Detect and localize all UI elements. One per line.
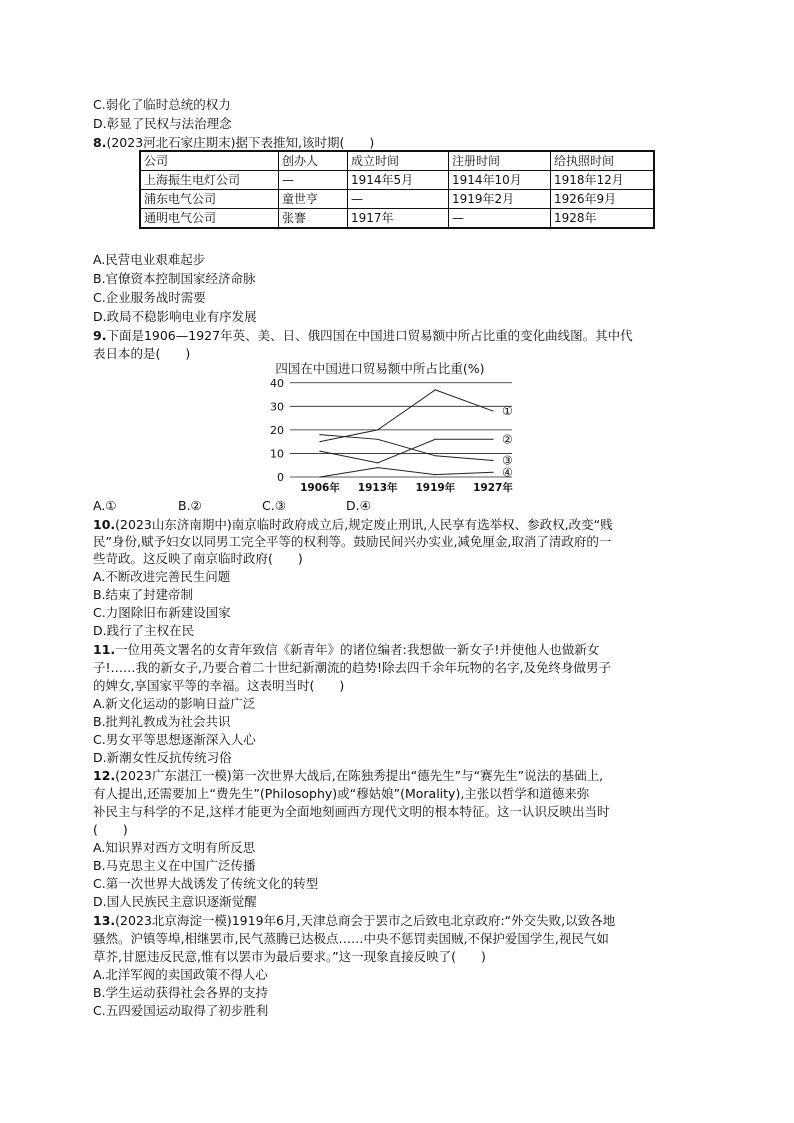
question-10-option-a: A.不断改进完善民生问题 bbox=[93, 569, 231, 584]
table-row bbox=[140, 209, 654, 229]
table-cell: 1919年2月 bbox=[449, 190, 551, 209]
question-13-text: (2023北京海淀一模)1919年6月,天津总商会于罢市之后致电北京政府:“外交失败,以致各地 bbox=[115, 913, 616, 928]
prev-option-d: D.彰显了民权与法治理念 bbox=[93, 116, 232, 131]
question-9-stem-line-2: 表日本的是( ) bbox=[93, 346, 191, 361]
question-8-option-a: A.民营电业艰难起步 bbox=[93, 252, 206, 267]
data-point bbox=[435, 389, 436, 390]
series-label: ④ bbox=[502, 465, 513, 480]
data-point bbox=[492, 472, 493, 473]
question-13-option-a: A.北洋军阀的卖国政策不得人心 bbox=[93, 967, 268, 982]
question-11-option-c: C.男女平等思想逐渐深入人心 bbox=[93, 732, 256, 747]
series-line-1 bbox=[320, 390, 493, 442]
table-row bbox=[140, 190, 654, 209]
question-9-option-b: B.② bbox=[178, 498, 202, 513]
question-11-stem-line-3: 的婢女,享国家平等的幸福。这表明当时( ) bbox=[93, 678, 345, 693]
question-11-stem-line-1 bbox=[93, 641, 599, 659]
y-tick-label: 10 bbox=[270, 447, 284, 461]
table-cell: 1914年10月 bbox=[449, 171, 551, 190]
question-13-number: 13. bbox=[93, 913, 116, 928]
question-10-option-c: C.力图除旧布新建设国家 bbox=[93, 605, 231, 620]
table-row bbox=[140, 171, 654, 190]
table-cell: 上海振生电灯公司 bbox=[140, 171, 279, 190]
table-header-cell: 成立时间 bbox=[348, 151, 449, 171]
table-cell: 张謇 bbox=[279, 209, 348, 229]
question-8-option-c: C.企业服务战时需要 bbox=[93, 290, 206, 305]
question-12-text: (2023广东湛江一模)第一次世界大战后,在陈独秀提出“德先生”与“赛先生”说法的基础上, bbox=[115, 768, 604, 783]
question-13-stem-line-3: 草芥,甘愿违反民意,惟有以罢市为最后要求。”这一现象直接反映了( ) bbox=[93, 949, 486, 964]
series-line-4 bbox=[320, 468, 493, 477]
data-point bbox=[377, 467, 378, 468]
y-tick-label: 20 bbox=[270, 423, 284, 437]
question-9-text: 下面是1906—1927年英、美、日、俄四国在中国进口贸易额中所占比重的变化曲线图。其中代 bbox=[106, 328, 633, 343]
y-tick-label: 30 bbox=[270, 400, 284, 414]
table-cell: 1928年 bbox=[551, 209, 655, 229]
table-header-cell: 注册时间 bbox=[449, 151, 551, 171]
question-11-option-a: A.新文化运动的影响日益广泛 bbox=[93, 696, 256, 711]
question-12-option-c: C.第一次世界大战诱发了传统文化的转型 bbox=[93, 876, 319, 891]
question-10-option-b: B.结束了封建帝制 bbox=[93, 587, 194, 602]
question-12-option-b: B.马克思主义在中国广泛传播 bbox=[93, 858, 256, 873]
data-point bbox=[319, 434, 320, 435]
question-11-option-d: D.新潮女性反抗传统习俗 bbox=[93, 750, 232, 765]
series-label: ③ bbox=[502, 453, 513, 468]
table-header-cell: 创办人 bbox=[279, 151, 348, 171]
question-10-option-d: D.践行了主权在民 bbox=[93, 623, 195, 638]
table-header-cell: 给执照时间 bbox=[551, 151, 655, 171]
table-cell: 浦东电气公司 bbox=[140, 190, 279, 209]
question-8-option-d: D.政局不稳影响电业有序发展 bbox=[93, 309, 257, 324]
table-cell: 1917年 bbox=[348, 209, 449, 229]
question-13-stem-line-1 bbox=[93, 912, 615, 930]
data-point bbox=[492, 410, 493, 411]
table-cell: 1926年9月 bbox=[551, 190, 655, 209]
question-13-stem-line-2: 骚然。沪镇等埠,相继罢市,民气蒸腾已达极点……中央不惩罚卖国贼,不保护爱国学生,视民气如 bbox=[93, 931, 609, 946]
y-tick-label: 0 bbox=[277, 471, 284, 484]
x-tick-label: 1927年 bbox=[473, 482, 513, 494]
question-8-option-b: B.官僚资本控制国家经济命脉 bbox=[93, 271, 256, 286]
x-tick-label: 1919年 bbox=[415, 482, 456, 494]
question-12-option-d: D.国人民族民主意识逐渐觉醒 bbox=[93, 894, 257, 909]
table-cell: 童世亨 bbox=[279, 190, 348, 209]
data-point bbox=[377, 429, 378, 430]
data-point bbox=[319, 441, 320, 442]
question-8-table bbox=[139, 150, 655, 229]
data-point bbox=[492, 439, 493, 440]
data-point bbox=[377, 462, 378, 463]
question-9-option-a: A.① bbox=[93, 498, 117, 513]
question-13-option-b: B.学生运动获得社会各界的支持 bbox=[93, 985, 269, 1000]
table-cell: 1918年12月 bbox=[551, 171, 655, 190]
question-9-number: 9. bbox=[93, 328, 107, 343]
question-8-number: 8. bbox=[93, 135, 107, 150]
data-point bbox=[377, 439, 378, 440]
table-cell: — bbox=[279, 171, 348, 190]
question-9-option-d: D.④ bbox=[346, 498, 371, 513]
question-9-stem-line-1 bbox=[93, 327, 633, 345]
data-point bbox=[435, 455, 436, 456]
table-cell: 1914年5月 bbox=[348, 171, 449, 190]
x-tick-label: 1906年 bbox=[300, 482, 340, 494]
x-tick-label: 1913年 bbox=[357, 482, 398, 494]
table-cell: — bbox=[348, 190, 449, 209]
table-cell: 通明电气公司 bbox=[140, 209, 279, 229]
y-tick-label: 40 bbox=[270, 376, 284, 390]
question-11-number: 11. bbox=[93, 642, 116, 657]
question-11-stem-line-2: 子!……我的新女子,乃要合着二十世纪新潮流的趋势!除去四千余年玩物的名字,及免终身做男子 bbox=[93, 660, 611, 675]
question-9-line-chart bbox=[250, 357, 520, 495]
data-point bbox=[492, 460, 493, 461]
question-12-stem-line-2: 有人提出,还需要加上“费先生”(Philosophy)或“穆姑娘”(Morality),主张以哲学和道德来弥 bbox=[93, 786, 590, 801]
question-10-stem-line-2: 民”身份,赋予妇女以同男工完全平等的权利等。鼓励民间兴办实业,减免厘金,取消了清政府的一 bbox=[93, 534, 612, 549]
question-12-stem-line-4: ( ) bbox=[93, 822, 128, 837]
data-point bbox=[319, 450, 320, 451]
table-cell: — bbox=[449, 209, 551, 229]
chart-title: 四国在中国进口贸易额中所占比重(%) bbox=[275, 361, 485, 376]
series-line-2 bbox=[320, 439, 493, 463]
question-12-number: 12. bbox=[93, 768, 116, 783]
question-10-number: 10. bbox=[93, 517, 116, 532]
question-9-option-c: C.③ bbox=[262, 498, 286, 513]
question-12-stem-line-3: 补民主与科学的不足,这样才能更为全面地刻画西方现代文明的根本特征。这一认识反映出当时 bbox=[93, 804, 610, 819]
question-13-option-c: C.五四爱国运动取得了初步胜利 bbox=[93, 1003, 269, 1018]
question-8-text: (2023河北石家庄期末)据下表推知,该时期( ) bbox=[106, 135, 375, 150]
question-10-text: (2023山东济南期中)南京临时政府成立后,规定废止刑讯,人民享有选举权、参政权,改变“贱 bbox=[115, 517, 613, 532]
data-point bbox=[319, 476, 320, 477]
question-10-stem-line-3: 些苛政。这反映了南京临时政府( ) bbox=[93, 551, 303, 566]
question-12-stem-line-1 bbox=[93, 767, 603, 785]
question-12-option-a: A.知识界对西方文明有所反思 bbox=[93, 840, 256, 855]
table-header-row bbox=[140, 151, 654, 171]
data-point bbox=[435, 439, 436, 440]
question-11-text: 一位用英文署名的女青年致信《新青年》的诸位编者:我想做一新女子!并使他人也做新女 bbox=[115, 642, 600, 657]
data-point bbox=[435, 474, 436, 475]
series-label: ② bbox=[502, 432, 513, 447]
table-header-cell: 公司 bbox=[140, 151, 279, 171]
series-label: ① bbox=[502, 404, 513, 419]
question-11-option-b: B.批判礼教成为社会共识 bbox=[93, 714, 231, 729]
prev-option-c: C.弱化了临时总统的权力 bbox=[93, 97, 231, 112]
question-10-stem-line-1 bbox=[93, 516, 613, 534]
